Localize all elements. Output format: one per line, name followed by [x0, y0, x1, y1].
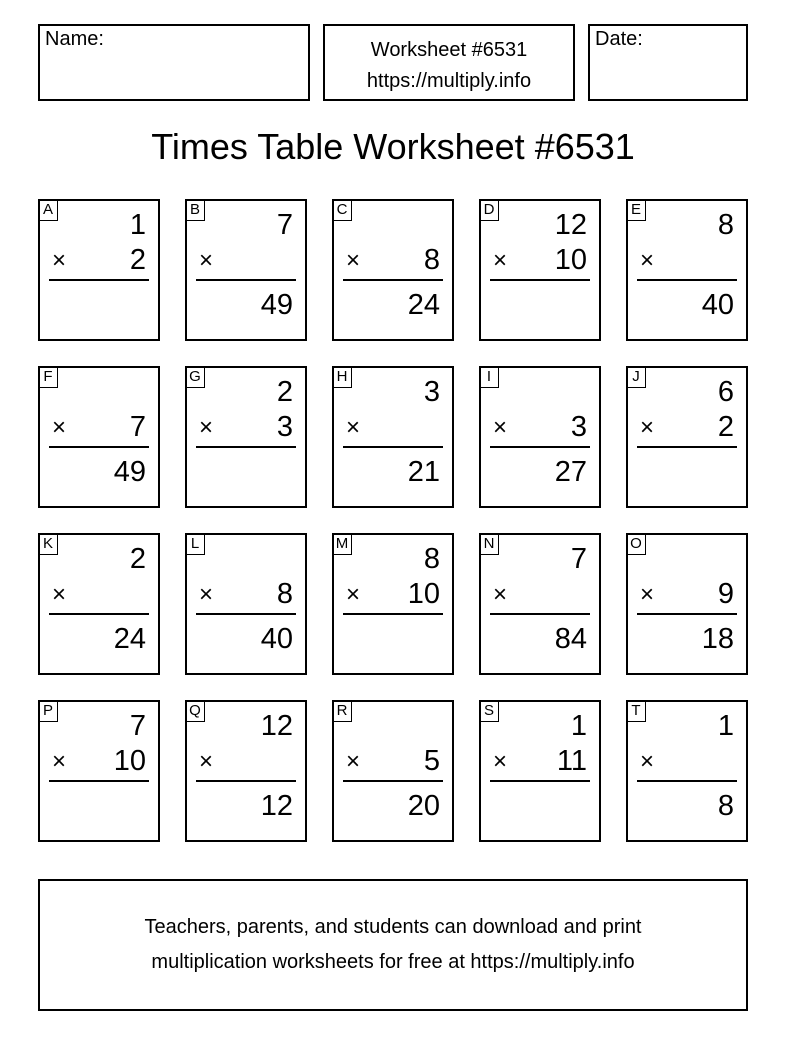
- worksheet-url: https://multiply.info: [366, 70, 532, 92]
- times-sign: ×: [52, 581, 67, 608]
- product: 18: [701, 623, 734, 655]
- first-factor: 2: [129, 543, 146, 575]
- times-sign: ×: [640, 748, 655, 775]
- problem-letter: L: [185, 533, 205, 555]
- date-box: [588, 24, 748, 101]
- answer-rule: [637, 279, 737, 281]
- answer-rule: [490, 780, 590, 782]
- name-label: Name:: [45, 28, 104, 50]
- times-sign: ×: [346, 414, 361, 441]
- times-sign: ×: [199, 748, 214, 775]
- problem-card: [332, 700, 454, 842]
- second-factor: 3: [276, 411, 293, 443]
- problem-letter: O: [626, 533, 646, 555]
- problem-card: [185, 366, 307, 508]
- second-factor: 3: [570, 411, 587, 443]
- times-sign: ×: [640, 581, 655, 608]
- times-sign: ×: [493, 581, 508, 608]
- problem-card: [479, 700, 601, 842]
- problem-letter: G: [185, 366, 205, 388]
- first-factor: 6: [717, 376, 734, 408]
- answer-rule: [49, 613, 149, 615]
- answer-rule: [343, 446, 443, 448]
- times-sign: ×: [52, 247, 67, 274]
- first-factor: 3: [423, 376, 440, 408]
- product: 21: [407, 456, 440, 488]
- times-sign: ×: [199, 247, 214, 274]
- problem-letter: N: [479, 533, 499, 555]
- problem-letter: R: [332, 700, 352, 722]
- answer-rule: [343, 613, 443, 615]
- date-label: Date:: [595, 28, 643, 50]
- product: 20: [407, 790, 440, 822]
- problem-card: [332, 366, 454, 508]
- second-factor: 11: [556, 745, 587, 777]
- answer-rule: [49, 446, 149, 448]
- times-sign: ×: [346, 748, 361, 775]
- problem-letter: J: [626, 366, 646, 388]
- answer-rule: [637, 780, 737, 782]
- first-factor: 1: [570, 710, 587, 742]
- answer-rule: [490, 446, 590, 448]
- problem-card: [185, 199, 307, 341]
- product: 24: [407, 289, 440, 321]
- problem-card: [38, 700, 160, 842]
- answer-rule: [49, 780, 149, 782]
- first-factor: 7: [129, 710, 146, 742]
- problem-card: [38, 366, 160, 508]
- footer-box: [38, 879, 748, 1011]
- second-factor: 2: [717, 411, 734, 443]
- problem-letter: S: [479, 700, 499, 722]
- product: 8: [717, 790, 734, 822]
- first-factor: 12: [554, 209, 587, 241]
- problem-letter: E: [626, 199, 646, 221]
- second-factor: 2: [129, 244, 146, 276]
- problem-card: [479, 366, 601, 508]
- product: 24: [113, 623, 146, 655]
- answer-rule: [490, 613, 590, 615]
- second-factor: 8: [276, 578, 293, 610]
- second-factor: 7: [129, 411, 146, 443]
- answer-rule: [49, 279, 149, 281]
- times-sign: ×: [52, 414, 67, 441]
- second-factor: 10: [554, 244, 587, 276]
- answer-rule: [637, 446, 737, 448]
- first-factor: 8: [423, 543, 440, 575]
- times-sign: ×: [640, 414, 655, 441]
- problem-letter: K: [38, 533, 58, 555]
- answer-rule: [196, 613, 296, 615]
- problem-card: [332, 533, 454, 675]
- footer-line-2: multiplication worksheets for free at https://multiply.info: [151, 951, 635, 973]
- product: 40: [701, 289, 734, 321]
- product: 27: [554, 456, 587, 488]
- first-factor: 8: [717, 209, 734, 241]
- problem-card: [479, 199, 601, 341]
- first-factor: 7: [276, 209, 293, 241]
- problem-letter: T: [626, 700, 646, 722]
- problem-letter: I: [479, 366, 499, 388]
- first-factor: 7: [570, 543, 587, 575]
- worksheet-number: Worksheet #6531: [370, 39, 528, 61]
- product: 12: [260, 790, 293, 822]
- times-sign: ×: [199, 414, 214, 441]
- problem-card: [185, 533, 307, 675]
- answer-rule: [196, 279, 296, 281]
- times-sign: ×: [640, 247, 655, 274]
- answer-rule: [196, 780, 296, 782]
- times-sign: ×: [493, 414, 508, 441]
- problem-card: [626, 366, 748, 508]
- worksheet-id-box: [323, 24, 575, 101]
- footer-line-1: Teachers, parents, and students can download and print: [144, 916, 642, 938]
- times-sign: ×: [493, 748, 508, 775]
- second-factor: 8: [423, 244, 440, 276]
- answer-rule: [490, 279, 590, 281]
- answer-rule: [343, 780, 443, 782]
- second-factor: 10: [407, 578, 440, 610]
- product: 40: [260, 623, 293, 655]
- problem-letter: D: [479, 199, 499, 221]
- answer-rule: [196, 446, 296, 448]
- problem-letter: F: [38, 366, 58, 388]
- product: 84: [554, 623, 587, 655]
- times-sign: ×: [493, 247, 508, 274]
- product: 49: [260, 289, 293, 321]
- problem-card: [626, 199, 748, 341]
- problem-letter: H: [332, 366, 352, 388]
- times-sign: ×: [346, 247, 361, 274]
- problem-card: [38, 199, 160, 341]
- problem-letter: C: [332, 199, 352, 221]
- answer-rule: [343, 279, 443, 281]
- problem-card: [626, 533, 748, 675]
- problem-card: [479, 533, 601, 675]
- second-factor: 5: [423, 745, 440, 777]
- first-factor: 12: [260, 710, 293, 742]
- answer-rule: [637, 613, 737, 615]
- name-box: [38, 24, 310, 101]
- problem-letter: P: [38, 700, 58, 722]
- problem-letter: A: [38, 199, 58, 221]
- problem-letter: B: [185, 199, 205, 221]
- first-factor: 2: [276, 376, 293, 408]
- first-factor: 1: [129, 209, 146, 241]
- product: 49: [113, 456, 146, 488]
- problem-card: [38, 533, 160, 675]
- second-factor: 10: [113, 745, 146, 777]
- problem-card: [332, 199, 454, 341]
- problem-letter: Q: [185, 700, 205, 722]
- times-sign: ×: [199, 581, 214, 608]
- problem-card: [185, 700, 307, 842]
- problem-letter: M: [332, 533, 352, 555]
- page-title: Times Table Worksheet #6531: [151, 126, 635, 167]
- first-factor: 1: [717, 710, 734, 742]
- second-factor: 9: [717, 578, 734, 610]
- times-sign: ×: [52, 748, 67, 775]
- times-sign: ×: [346, 581, 361, 608]
- problem-card: [626, 700, 748, 842]
